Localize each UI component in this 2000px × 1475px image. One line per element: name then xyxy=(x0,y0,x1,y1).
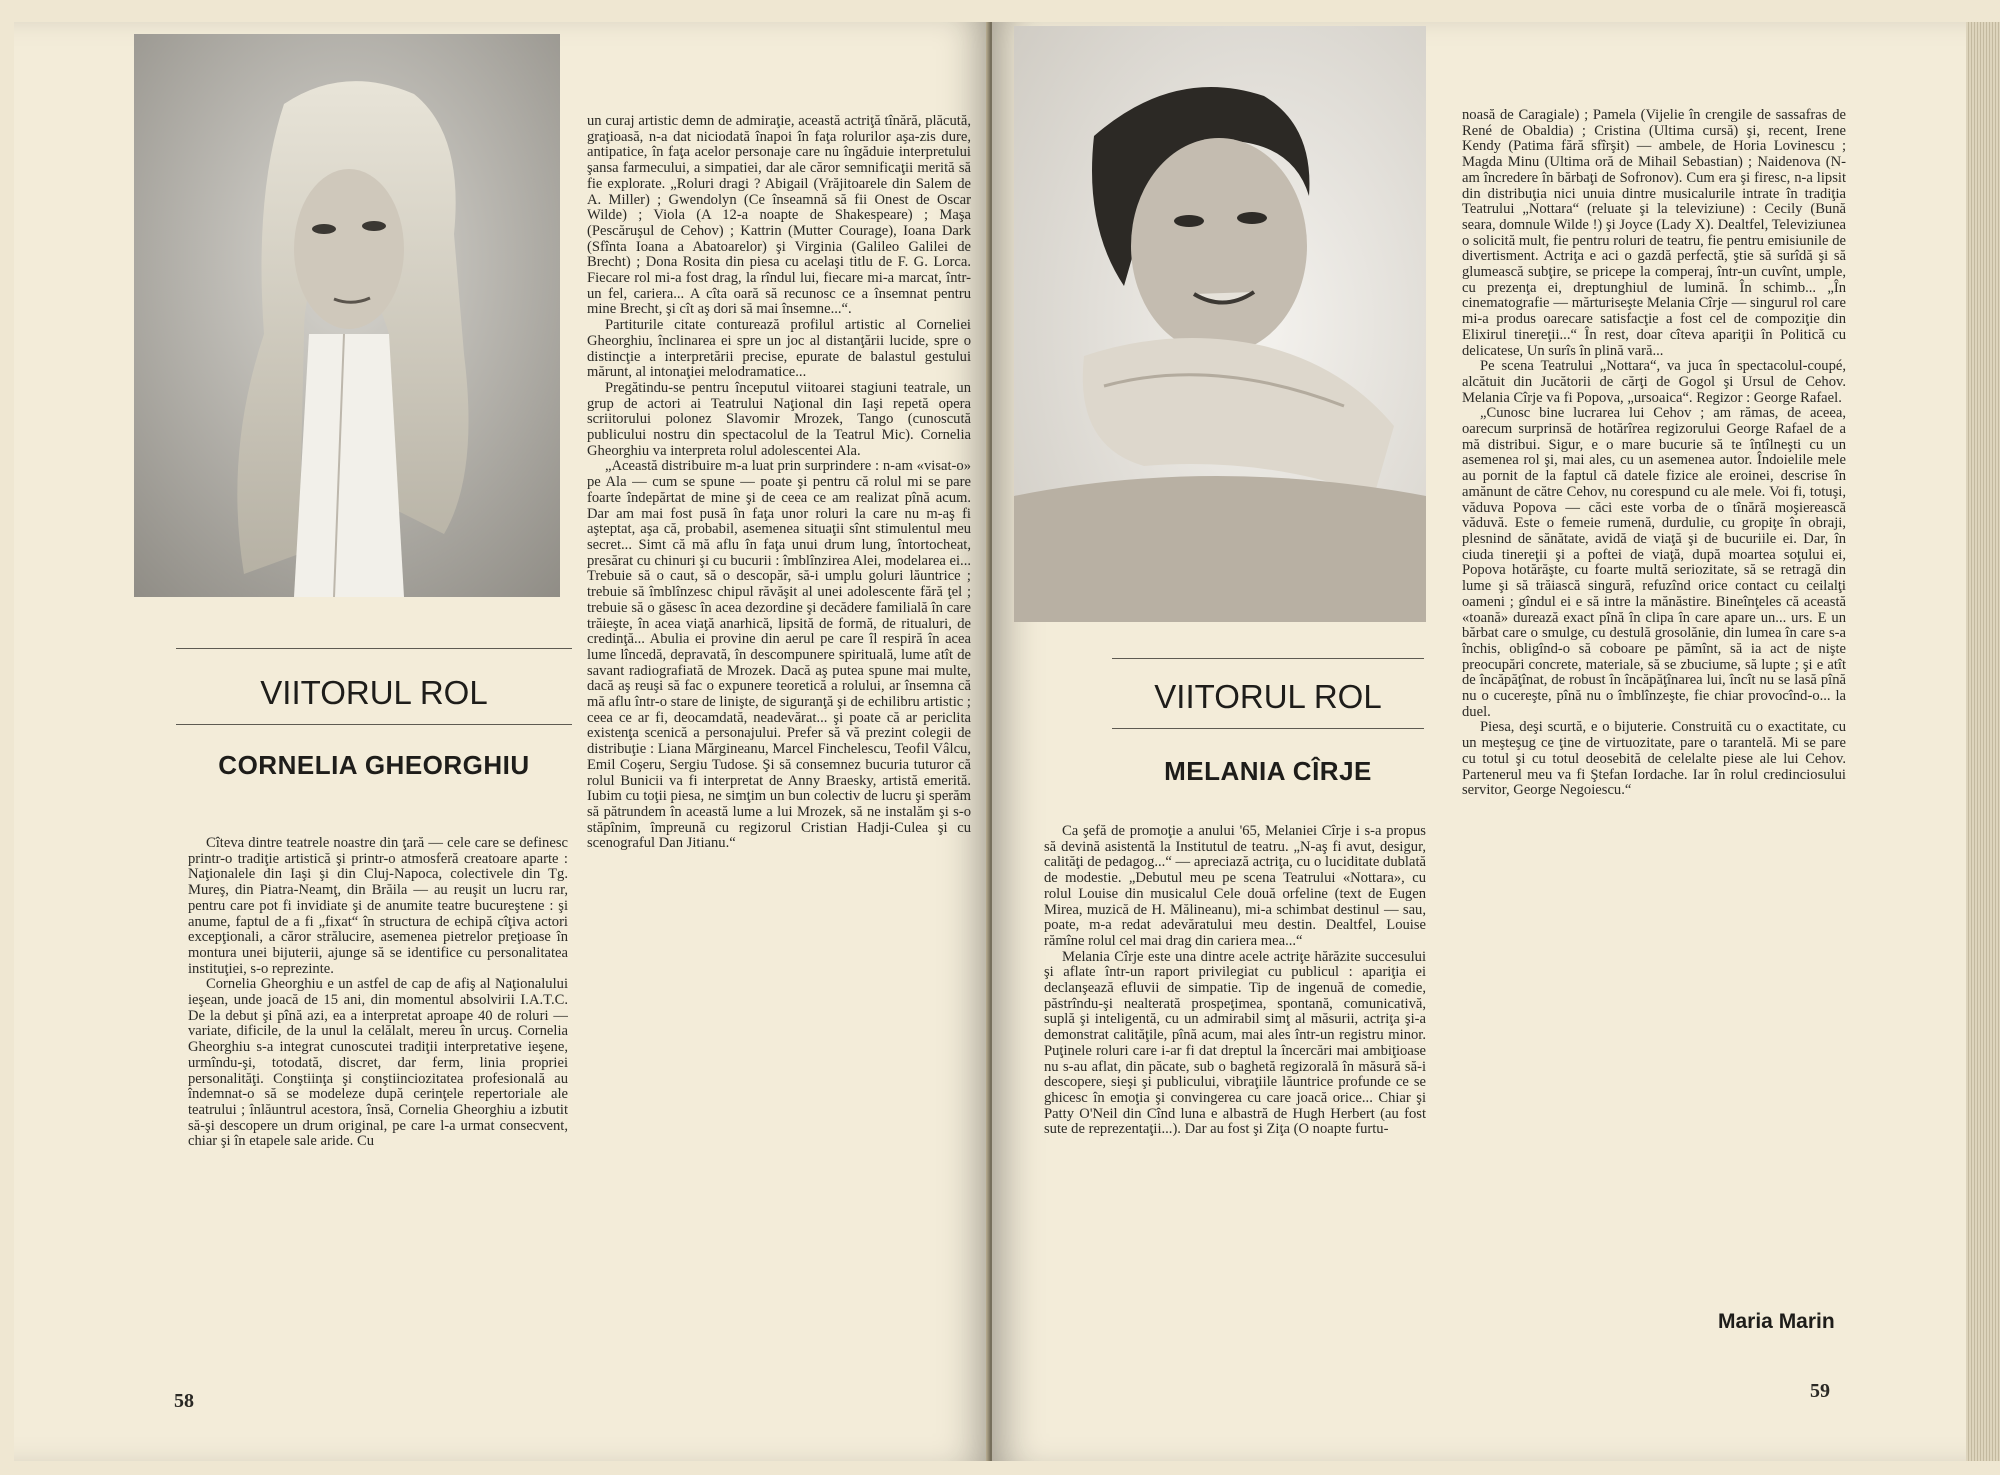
page-right xyxy=(992,22,1966,1461)
top-rule-right xyxy=(1112,658,1424,659)
page-number: 59 xyxy=(1810,1380,1830,1402)
actor-name: CORNELIA GHEORGHIU xyxy=(218,750,530,780)
top-rule-left xyxy=(176,648,572,649)
paragraph: Melania Cîrje este una dintre acele actriţe hărăzite succesului şi aflate într-un raport privilegiat cu publicul : apariţia ei declanşează efluvii de simpatie. Tip de ingenuă de comedie, păstrîndu-şi nealterată prospeţimea, spontană, comunicativă, suplă şi inteligentă, cu un admirabil simţ al măsurii, actriţa şi-a demonstrat calităţile, pînă acum, mai ales într-un registru minor. Puţinele roluri care i-ar fi dat dreptul la încercări mai ambiţioase nu s-au aflat, din păcate, sub o baghetă regizorală în măsură să-i descopere, sieşi şi publicului, vibraţiile lăuntrice profunde ce se ghicesc în emoţia şi convingerea cu care joacă orice... Chiar şi Patty O'Neil din Cînd luna e albastră de Hugh Herbert (au fost sute de reprezentaţii...). Dar au fost şi Ziţa (O noapte furtu- xyxy=(1044,948,1426,1138)
author-signature: Maria Marin xyxy=(1718,1310,1835,1333)
section-heading: VIITORUL ROL xyxy=(260,674,488,711)
portrait-image xyxy=(1014,26,1426,622)
paragraph: Pregătindu-se pentru începutul viitoarei stagiuni teatrale, un grup de actori ai Teatrului Naţional din Iaşi repetă opera scriitorului polonez Slavomir Mrozek, Tango (cunoscută publicului nostru din spectacolul de la Teatrul Mic). Cornelia Gheorghiu va interpreta rolul adolescentei Ala. xyxy=(587,379,971,459)
paragraph: Piesa, deşi scurtă, e o bijuterie. Construită cu o exactitate, cu un meşteşug ce ţine de virtuozitate, pare o tarantelă. Mi se pare cu totul şi cu totul deosebită de celelalte piese ale lui Cehov. Partenerul meu va fi Ştefan Iordache. Iar în rolul credinciosului servitor, George Negoiescu.“ xyxy=(1462,719,1846,799)
paragraph: Ca şefă de promoţie a anului '65, Melaniei Cîrje i s-a propus să devină asistentă la Institutul de teatru. „N-aş fi avut, desigur, calităţi de pedagog...“ — apreciază actriţa, cu o luciditate dublată de modestie. „Debutul meu pe scena Teatrului «Nottara», cu rolul Louise din musicalul Cele două orfeline (text de Eugen Mirea, muzică de H. Mălineanu), mi-a schimbat destinul — sau, poate, m-a redat adevăratului meu destin. Dealtfel, Louise rămîne rolul cel mai drag din cariera mea...“ xyxy=(1044,824,1426,949)
article-column-2 xyxy=(587,114,971,1368)
portrait-photo-melania-cirje xyxy=(1014,26,1426,622)
paragraph: „Această distribuire m-a luat prin surprindere : n-am «visat-o» pe Ala — cum se spune — poate şi pentru că rolul mi se pare foarte îndepărtat de mine şi de ceea ce am realizat pînă acum. Dar am mai fost pusă în faţa unor roluri la care nu m-aş fi aşteptat, aşa că, probabil, asemenea situaţii sînt stimulentul meu secret... Simt că mă aflu în faţa unui drum lung, întortocheat, presărat cu chinuri şi cu bucurii : îmblînzirea Alei, modelarea ei... Trebuie să o caut, să o descopăr, să-i umplu goluri lăuntrice ; trebuie să îmblînzesc chipul răvăşit al unei adolescente fără ţel ; trebuie să o găsesc în acea dezordine şi decădere familială în care trăieşte, în acea viaţă anarhică, lipsită de formă, de ritualuri, de credinţă... Abulia ei provine din aerul pe care îl respiră în acea lume lîncedă, depravată, în descompunere spirituală, lume atît de savant radiografiată de Mrozek. Dacă aş putea spune mai multe, dacă aş reuşi să fac o expunere teoretică a rolului, ar însemna că mă aflu într-o stare de linişte, de siguranţă şi de echilibru artistic ; ceea ce ar fi, deocamdată, neadevărat... şi poate că ar periclita existenţa scenică a personajului. Prefer să vă prezint colegii de distribuţie : Liana Mărgineanu, Marcel Finchelescu, Teofil Vâlcu, Emil Coşeru, Sergiu Tudose. Şi să consemnez bucuria tuturor că rolul Bunicii va fi interpretat de Anny Braesky, artistă emerită. Iubim cu toţii piesa, ne simţim un bun colectiv de lucru şi sperăm să pătrundem în această lume a lui Mrozek, să ne instalăm şi s-o stăpînim, împreună cu regizorul Cristian Hadji-Culea şi cu scenograful Dan Jitianu.“ xyxy=(587,458,971,852)
mid-rule-right xyxy=(1112,728,1424,729)
paragraph: un curaj artistic demn de admiraţie, această actriţă tînără, plăcută, graţioasă, n-a dat niciodată înapoi în faţa rolurilor aşa-zis dure, antipatice, în faţa acelor personaje care nu îngăduie interpretului şansa farmecului, a simpatiei, dar ale căror semnificaţii merită să fie explorate. „Roluri dragi ? Abigail (Vrăjitoarele din Salem de A. Miller) ; Gwendolyn (Ce înseamnă să fii Onest de Oscar Wilde) ; Viola (A 12-a noapte de Shakespeare) ; Maşa (Pescăruşul de Cehov) ; Kattrin (Mutter Courage), Ioana Dark (Sfînta Ioana a Abatoarelor) şi Virginia (Galileo Galilei de Brecht) ; Dona Rosita din piesa cu acelaşi titlu de F. G. Lorca. Fiecare rol mi-a fost drag, la rîndul lui, fiecare mi-a marcat, într-un fel, cariera... A cîta oară să recunosc ce a însemnat pentru mine Brecht, şi cît aş dori să mai însemne...“. xyxy=(587,114,971,318)
paragraph: noasă de Caragiale) ; Pamela (Vijelie în crengile de sassafras de René de Obaldia) ; Cristina (Ultima cursă) şi, recent, Irene Kendy (Patima fără sfîrşit) — ambele, de Horia Lovinescu ; Magda Minu (Ultima oră de Mihail Sebastian) ; Naidenova (N-am încredere în bărbaţi de Sofronov). Cum era şi firesc, n-a lipsit din distribuţia nici unuia dintre musicalurile intrate în tradiţia Teatrului „Nottara“ (reluate şi la televiziune) : Cecily (Bună seara, domnule Wilde !) şi Joyce (Lady X). Dealtfel, Televiziunea o solicită mult, fie pentru roluri de teatru, fie pentru emisiunile de divertisment. Actriţa e aci o gazdă perfectă, ştie să surîdă şi să glumească subţire, se pricepe la comperaj, într-un cuvînt, umple, cu prezenţa ei, dreptunghiul de lumină. În schimb... „În cinematografie — mărturiseşte Melania Cîrje — singurul rol care mi-a produs oarecare satisfacţie a fost cel de compoziţie din Elixirul tinereţii...“ În rest, doar cîteva apariţii în Politică cu delicatese, Un surîs în plină vară... xyxy=(1462,108,1846,359)
mid-rule-left xyxy=(176,724,572,725)
portrait-photo-cornelia-gheorghiu xyxy=(134,34,560,597)
paragraph: Partiturile citate conturează profilul artistic al Corneliei Gheorghiu, înclinarea ei spre un joc al distanţării lucide, spre o distincţie a interpretării precise, epurate de balastul gestului mărunt, al intonaţiei melodramatice... xyxy=(587,317,971,381)
paragraph: Cornelia Gheorghiu e un astfel de cap de afiş al Naţionalului ieşean, unde joacă de 15 ani, din momentul absolvirii I.A.T.C. De la debut şi pînă azi, ea a interpretat aproape 40 de roluri — variate, dificile, de la unul la celălalt, mereu în urcuş. Cornelia Gheorghiu s-a integrat cunoscutei tradiţii interpretative ieşene, urmîndu-şi, totodată, discret, dar ferm, linia propriei personalităţi. Conştiinţa şi conştiinciozitatea profesională au îndemnat-o să se modeleze după cerinţele repertoriale ale teatrului ; înlăuntrul acestora, însă, Cornelia Gheorghiu a izbutit să-şi descopere un drum original, pe care l-a urmat consecvent, chiar şi în etapele sale aride. Cu xyxy=(188,976,568,1150)
article-column-2 xyxy=(1462,108,1846,1308)
article-column-1 xyxy=(188,836,568,1368)
section-heading: VIITORUL ROL xyxy=(1154,678,1382,715)
paragraph: Cîteva dintre teatrele noastre din ţară — cele care se definesc printr-o tradiţie artistică şi printr-o atmosferă creatoare aparte : Naţionalele din Iaşi şi din Cluj-Napoca, colectivele din Tg. Mureş, din Piatra-Neamţ, din Brăila — au reuşit un lucru rar, pentru care pot fi invidiate şi de anumite teatre bucureştene : şi anume, faptul de a fi „fixat“ în structura de echipă cîţiva actori excepţionali, a căror strălucire, asemenea pietrelor preţioase în montura unei bijuterii, ajunge să se identifice cu personalitatea instituţiei, s-o reprezinte. xyxy=(188,836,568,977)
page-number: 58 xyxy=(174,1390,194,1412)
paragraph: Pe scena Teatrului „Nottara“, va juca în spectacolul-coupé, alcătuit din Jucătorii de cărţi de Gogol şi Ursul de Cehov. Melania Cîrje va fi Popova, „ursoaica“. Regizor : George Rafael. xyxy=(1462,358,1846,406)
page-edges xyxy=(1966,22,2000,1461)
page-left xyxy=(14,22,990,1461)
paragraph: „Cunosc bine lucrarea lui Cehov ; am rămas, de aceea, oarecum surprinsă de hotărîrea regizorului George Rafael de a mă distribui. Sigur, e o mare bucurie să te întîlneşti cu un asemenea rol şi, mai ales, cu un asemenea autor. Îndoielile mele au pornit de la faptul că datele fizice ale eroinei, descrise în amănunt de către Cehov, nu corespund cu ale mele. Voi fi, totuşi, văduva Popova — căci este vorba de o tînără moşierească văduvă. Este o femeie rumenă, durdulie, cu gropiţe în obraji, plesnind de sănătate, avidă de viaţă şi de bucuriile ei. Dar, în ciuda tinereţii şi a poftei de viaţă, după moartea soţului ei, Popova hotărăşte, cu foarte multă seriozitate, să se retragă din lume şi să trăiască singură, refuzînd orice contact cu ceilalţi oameni ; gîndul ei e să intre la mănăstire. Bineînţeles că această «toană» durează exact pînă în clipa în care apare un... urs. E un bărbat care o smulge, cu destulă grosolănie, din lumea în care s-a închis, obligînd-o să coboare pe pămînt, să ia act de nişte preocupări concrete, materiale, să se zbuciume, să lupte ; şi e atît de încăpăţînat, de robust în încăpăţînarea lui, încît nu se lasă pînă nu o cucereşte, pînă nu o îmblînzeşte, fie chiar provocînd-o... la duel. xyxy=(1462,405,1846,720)
actor-name: MELANIA CÎRJE xyxy=(1164,756,1372,786)
portrait-image xyxy=(134,34,560,597)
article-column-1 xyxy=(1044,824,1426,1356)
